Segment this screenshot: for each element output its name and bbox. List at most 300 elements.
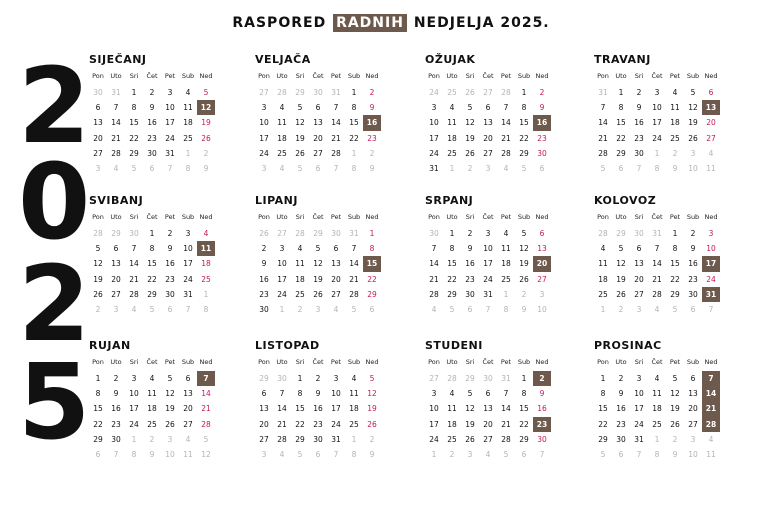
month-11 bbox=[425, 338, 585, 462]
day-cell: 22 bbox=[616, 133, 626, 143]
day-cell: 19 bbox=[201, 118, 211, 128]
day-cell: 2 bbox=[113, 374, 119, 383]
adjacent-month-day: 25 bbox=[447, 88, 457, 97]
adjacent-month-day: 6 bbox=[369, 304, 375, 314]
adjacent-month-day: 31 bbox=[331, 88, 341, 97]
day-cell: 27 bbox=[183, 419, 193, 429]
day-cell: 24 bbox=[183, 274, 193, 284]
adjacent-month-day: 2 bbox=[95, 304, 101, 314]
day-cell: 8 bbox=[297, 389, 303, 399]
day-cell: 12 bbox=[165, 389, 175, 399]
adjacent-month-day: 5 bbox=[521, 163, 527, 173]
weekday-label: Sri bbox=[129, 72, 139, 80]
day-cell: 14 bbox=[129, 259, 139, 269]
adjacent-month-day: 27 bbox=[483, 88, 493, 97]
day-cell: 22 bbox=[598, 419, 608, 429]
weekday-label: Čet bbox=[312, 213, 324, 221]
day-cell: 30 bbox=[111, 434, 121, 444]
adjacent-month-day: 27 bbox=[429, 374, 439, 383]
working-sunday-cell: 15 bbox=[363, 256, 381, 271]
weekday-label: Pet bbox=[500, 72, 512, 80]
weekday-label: Uto bbox=[446, 72, 458, 80]
day-cell: 6 bbox=[485, 103, 491, 113]
day-cell: 11 bbox=[277, 118, 287, 128]
day-cell: 5 bbox=[369, 374, 375, 383]
month-name: TRAVANJ bbox=[594, 53, 651, 66]
working-sunday-cell: 16 bbox=[363, 115, 381, 130]
adjacent-month-day: 1 bbox=[449, 163, 455, 173]
day-cell: 21 bbox=[331, 133, 341, 143]
weekday-label: Ned bbox=[199, 72, 213, 80]
adjacent-month-day: 30 bbox=[93, 88, 103, 97]
day-cell: 3 bbox=[279, 244, 285, 254]
day-cell: 16 bbox=[616, 404, 626, 414]
day-cell: 10 bbox=[165, 103, 175, 113]
adjacent-month-day: 26 bbox=[259, 229, 269, 238]
day-cell: 25 bbox=[147, 419, 157, 429]
adjacent-month-day: 2 bbox=[297, 304, 303, 314]
day-cell: 26 bbox=[93, 289, 103, 299]
day-grid bbox=[594, 371, 754, 462]
weekday-label: Čet bbox=[482, 72, 494, 80]
day-cell: 8 bbox=[600, 389, 606, 399]
day-cell: 17 bbox=[429, 419, 439, 429]
weekday-label: Sri bbox=[295, 213, 305, 221]
month-1 bbox=[89, 52, 249, 176]
weekday-header bbox=[594, 211, 754, 223]
weekday-label: Pet bbox=[164, 358, 176, 366]
day-cell: 20 bbox=[688, 404, 698, 414]
day-cell: 4 bbox=[600, 244, 606, 254]
day-cell: 16 bbox=[465, 259, 475, 269]
day-cell: 5 bbox=[690, 88, 696, 97]
day-cell: 28 bbox=[277, 434, 287, 444]
adjacent-month-day: 7 bbox=[333, 449, 339, 459]
day-cell: 28 bbox=[201, 419, 211, 429]
weekday-label: Uto bbox=[276, 72, 288, 80]
day-cell: 25 bbox=[447, 434, 457, 444]
day-cell: 29 bbox=[93, 434, 103, 444]
month-name: SRPANJ bbox=[425, 194, 474, 207]
adjacent-month-day: 26 bbox=[465, 88, 475, 97]
month-name: VELJAČA bbox=[255, 53, 311, 66]
day-cell: 26 bbox=[616, 289, 626, 299]
day-cell: 3 bbox=[636, 374, 642, 383]
day-cell: 13 bbox=[183, 389, 193, 399]
adjacent-month-day: 5 bbox=[149, 304, 155, 314]
day-cell: 15 bbox=[93, 404, 103, 414]
day-cell: 17 bbox=[652, 118, 662, 128]
working-sunday-cell: 12 bbox=[197, 100, 215, 115]
day-cell: 22 bbox=[129, 133, 139, 143]
adjacent-month-day: 30 bbox=[483, 374, 493, 383]
weekday-header bbox=[255, 70, 415, 82]
weekday-label: Ned bbox=[535, 213, 549, 221]
day-cell: 20 bbox=[259, 419, 269, 429]
day-cell: 3 bbox=[485, 229, 491, 238]
day-cell: 15 bbox=[616, 118, 626, 128]
adjacent-month-day: 4 bbox=[279, 449, 285, 459]
adjacent-month-day: 1 bbox=[351, 148, 357, 158]
adjacent-month-day: 7 bbox=[167, 163, 173, 173]
adjacent-month-day: 7 bbox=[185, 304, 191, 314]
day-cell: 2 bbox=[618, 374, 624, 383]
adjacent-month-day: 3 bbox=[167, 434, 173, 444]
day-cell: 29 bbox=[129, 148, 139, 158]
adjacent-month-day: 28 bbox=[501, 88, 511, 97]
adjacent-month-day: 5 bbox=[600, 163, 606, 173]
day-cell: 21 bbox=[501, 419, 511, 429]
adjacent-month-day: 5 bbox=[297, 163, 303, 173]
adjacent-month-day: 9 bbox=[672, 449, 678, 459]
adjacent-month-day: 29 bbox=[111, 229, 121, 238]
weekday-label: Sub bbox=[347, 72, 361, 80]
weekday-label: Uto bbox=[615, 358, 627, 366]
day-cell: 2 bbox=[167, 229, 173, 238]
day-cell: 23 bbox=[111, 419, 121, 429]
day-cell: 16 bbox=[147, 118, 157, 128]
weekday-header bbox=[89, 70, 249, 82]
day-cell: 26 bbox=[688, 133, 698, 143]
day-cell: 20 bbox=[706, 118, 716, 128]
day-cell: 24 bbox=[429, 434, 439, 444]
day-cell: 23 bbox=[537, 133, 547, 143]
adjacent-month-day: 6 bbox=[521, 449, 527, 459]
adjacent-month-day: 4 bbox=[279, 163, 285, 173]
day-cell: 5 bbox=[521, 229, 527, 238]
day-cell: 5 bbox=[672, 374, 678, 383]
day-cell: 3 bbox=[333, 374, 339, 383]
day-cell: 27 bbox=[111, 289, 121, 299]
day-cell: 1 bbox=[672, 229, 678, 238]
day-cell: 13 bbox=[331, 259, 341, 269]
day-cell: 19 bbox=[93, 274, 103, 284]
adjacent-month-day: 31 bbox=[501, 374, 511, 383]
day-cell: 20 bbox=[483, 133, 493, 143]
adjacent-month-day: 9 bbox=[203, 163, 209, 173]
weekday-label: Pet bbox=[669, 213, 681, 221]
day-cell: 27 bbox=[483, 434, 493, 444]
weekday-label: Uto bbox=[276, 213, 288, 221]
month-2 bbox=[255, 52, 415, 176]
day-cell: 25 bbox=[277, 148, 287, 158]
day-cell: 29 bbox=[519, 148, 529, 158]
day-cell: 11 bbox=[349, 389, 359, 399]
adjacent-month-day: 30 bbox=[429, 229, 439, 238]
day-cell: 4 bbox=[185, 88, 191, 97]
adjacent-month-day: 7 bbox=[636, 449, 642, 459]
adjacent-month-day: 9 bbox=[149, 449, 155, 459]
day-cell: 10 bbox=[429, 118, 439, 128]
weekday-label: Ned bbox=[704, 72, 718, 80]
day-cell: 26 bbox=[313, 289, 323, 299]
weekday-label: Pet bbox=[500, 213, 512, 221]
day-cell: 25 bbox=[183, 133, 193, 143]
day-cell: 14 bbox=[501, 404, 511, 414]
day-cell: 7 bbox=[279, 389, 285, 399]
day-cell: 11 bbox=[447, 404, 457, 414]
adjacent-month-day: 1 bbox=[203, 289, 209, 299]
adjacent-month-day: 7 bbox=[708, 304, 714, 314]
day-cell: 14 bbox=[429, 259, 439, 269]
adjacent-month-day: 1 bbox=[654, 148, 660, 158]
weekday-label: Pon bbox=[597, 358, 609, 366]
day-cell: 30 bbox=[147, 148, 157, 158]
day-cell: 10 bbox=[331, 389, 341, 399]
day-cell: 15 bbox=[129, 118, 139, 128]
day-cell: 18 bbox=[201, 259, 211, 269]
day-cell: 24 bbox=[483, 274, 493, 284]
weekday-label: Ned bbox=[365, 213, 379, 221]
day-cell: 18 bbox=[598, 274, 608, 284]
weekday-header bbox=[425, 70, 585, 82]
day-cell: 21 bbox=[111, 133, 121, 143]
day-cell: 23 bbox=[367, 133, 377, 143]
adjacent-month-day: 8 bbox=[654, 449, 660, 459]
adjacent-month-day: 1 bbox=[431, 449, 437, 459]
day-cell: 3 bbox=[431, 389, 437, 399]
adjacent-month-day: 6 bbox=[618, 449, 624, 459]
weekday-label: Uto bbox=[110, 358, 122, 366]
adjacent-month-day: 5 bbox=[131, 163, 137, 173]
day-grid bbox=[89, 371, 249, 462]
day-cell: 27 bbox=[483, 148, 493, 158]
day-cell: 28 bbox=[129, 289, 139, 299]
day-cell: 14 bbox=[652, 259, 662, 269]
adjacent-month-day: 3 bbox=[690, 148, 696, 158]
weekday-label: Pon bbox=[92, 358, 104, 366]
adjacent-month-day: 9 bbox=[521, 304, 527, 314]
day-cell: 21 bbox=[501, 133, 511, 143]
adjacent-month-day: 24 bbox=[429, 88, 439, 97]
day-cell: 10 bbox=[706, 244, 716, 254]
weekday-label: Sub bbox=[181, 72, 195, 80]
day-cell: 2 bbox=[149, 88, 155, 97]
day-cell: 8 bbox=[369, 244, 375, 254]
day-cell: 28 bbox=[652, 289, 662, 299]
month-name: SIJEČANJ bbox=[89, 53, 147, 66]
day-cell: 20 bbox=[331, 274, 341, 284]
month-4 bbox=[594, 52, 754, 176]
day-cell: 27 bbox=[93, 148, 103, 158]
day-cell: 2 bbox=[636, 88, 642, 97]
day-cell: 28 bbox=[331, 148, 341, 158]
adjacent-month-day: 3 bbox=[690, 434, 696, 444]
day-cell: 16 bbox=[537, 404, 547, 414]
adjacent-month-day: 1 bbox=[351, 434, 357, 444]
day-cell: 30 bbox=[165, 289, 175, 299]
day-cell: 13 bbox=[483, 404, 493, 414]
day-cell: 2 bbox=[690, 229, 696, 238]
weekday-label: Pon bbox=[258, 358, 270, 366]
adjacent-month-day: 5 bbox=[297, 449, 303, 459]
day-cell: 19 bbox=[670, 404, 680, 414]
day-cell: 25 bbox=[349, 419, 359, 429]
weekday-label: Uto bbox=[110, 213, 122, 221]
day-cell: 24 bbox=[634, 419, 644, 429]
day-cell: 5 bbox=[167, 374, 173, 383]
day-cell: 4 bbox=[449, 103, 455, 113]
month-name: LISTOPAD bbox=[255, 339, 320, 352]
day-cell: 24 bbox=[429, 148, 439, 158]
day-cell: 3 bbox=[185, 229, 191, 238]
day-cell: 28 bbox=[598, 148, 608, 158]
day-cell: 31 bbox=[429, 163, 439, 173]
adjacent-month-day: 2 bbox=[521, 289, 527, 299]
day-cell: 12 bbox=[616, 259, 626, 269]
day-cell: 17 bbox=[129, 404, 139, 414]
day-cell: 28 bbox=[429, 289, 439, 299]
day-cell: 1 bbox=[131, 88, 137, 97]
day-cell: 26 bbox=[670, 419, 680, 429]
day-cell: 10 bbox=[652, 103, 662, 113]
adjacent-month-day: 6 bbox=[315, 449, 321, 459]
adjacent-month-day: 5 bbox=[203, 434, 209, 444]
adjacent-month-day: 31 bbox=[652, 229, 662, 238]
day-cell: 5 bbox=[618, 244, 624, 254]
adjacent-month-day: 3 bbox=[315, 304, 321, 314]
day-cell: 17 bbox=[183, 259, 193, 269]
month-9 bbox=[89, 338, 249, 462]
day-cell: 11 bbox=[295, 259, 305, 269]
day-cell: 21 bbox=[429, 274, 439, 284]
day-grid bbox=[255, 226, 415, 317]
day-cell: 17 bbox=[331, 404, 341, 414]
day-cell: 23 bbox=[165, 274, 175, 284]
day-cell: 9 bbox=[369, 103, 375, 113]
day-cell: 26 bbox=[465, 434, 475, 444]
day-cell: 27 bbox=[537, 274, 547, 284]
adjacent-month-day: 8 bbox=[351, 163, 357, 173]
day-cell: 27 bbox=[706, 133, 716, 143]
day-cell: 10 bbox=[129, 389, 139, 399]
day-cell: 23 bbox=[313, 419, 323, 429]
day-cell: 27 bbox=[259, 434, 269, 444]
day-cell: 12 bbox=[519, 244, 529, 254]
day-cell: 31 bbox=[483, 289, 493, 299]
day-cell: 30 bbox=[537, 148, 547, 158]
adjacent-month-day: 4 bbox=[431, 304, 437, 314]
day-cell: 27 bbox=[634, 289, 644, 299]
day-cell: 20 bbox=[111, 274, 121, 284]
month-name: STUDENI bbox=[425, 339, 483, 352]
day-cell: 3 bbox=[431, 103, 437, 113]
day-cell: 30 bbox=[465, 289, 475, 299]
day-cell: 10 bbox=[634, 389, 644, 399]
weekday-label: Sub bbox=[517, 213, 531, 221]
day-cell: 22 bbox=[519, 133, 529, 143]
day-cell: 14 bbox=[111, 118, 121, 128]
adjacent-month-day: 6 bbox=[690, 304, 696, 314]
weekday-label: Sub bbox=[686, 213, 700, 221]
adjacent-month-day: 5 bbox=[351, 304, 357, 314]
day-cell: 19 bbox=[165, 404, 175, 414]
day-cell: 26 bbox=[295, 148, 305, 158]
day-cell: 22 bbox=[295, 419, 305, 429]
working-sunday-cell: 11 bbox=[197, 241, 215, 256]
adjacent-month-day: 2 bbox=[618, 304, 624, 314]
adjacent-month-day: 11 bbox=[706, 163, 716, 173]
adjacent-month-day: 4 bbox=[485, 449, 491, 459]
day-cell: 1 bbox=[600, 374, 606, 383]
day-cell: 12 bbox=[313, 259, 323, 269]
day-cell: 14 bbox=[201, 389, 211, 399]
weekday-label: Uto bbox=[276, 358, 288, 366]
day-grid bbox=[594, 226, 754, 317]
weekday-label: Čet bbox=[651, 72, 663, 80]
weekday-header bbox=[425, 356, 585, 368]
adjacent-month-day: 30 bbox=[313, 88, 323, 97]
weekday-label: Pon bbox=[92, 72, 104, 80]
adjacent-month-day: 29 bbox=[259, 374, 269, 383]
weekday-label: Sri bbox=[634, 358, 644, 366]
adjacent-month-day: 10 bbox=[165, 449, 175, 459]
day-cell: 23 bbox=[465, 274, 475, 284]
day-cell: 11 bbox=[183, 103, 193, 113]
day-cell: 31 bbox=[331, 434, 341, 444]
year-digit-2: 0 bbox=[18, 141, 91, 263]
day-cell: 29 bbox=[367, 289, 377, 299]
weekday-label: Sri bbox=[634, 213, 644, 221]
day-cell: 12 bbox=[465, 404, 475, 414]
year-digit-4: 5 bbox=[18, 341, 91, 463]
working-sunday-cell: 21 bbox=[702, 401, 720, 416]
adjacent-month-day: 28 bbox=[277, 88, 287, 97]
day-cell: 7 bbox=[503, 389, 509, 399]
day-cell: 17 bbox=[483, 259, 493, 269]
adjacent-month-day: 4 bbox=[708, 148, 714, 158]
adjacent-month-day: 6 bbox=[467, 304, 473, 314]
weekday-label: Pet bbox=[669, 358, 681, 366]
day-cell: 12 bbox=[465, 118, 475, 128]
day-cell: 16 bbox=[111, 404, 121, 414]
day-cell: 4 bbox=[203, 229, 209, 238]
day-cell: 29 bbox=[147, 289, 157, 299]
day-cell: 2 bbox=[369, 88, 375, 97]
day-cell: 19 bbox=[616, 274, 626, 284]
day-cell: 24 bbox=[259, 148, 269, 158]
day-cell: 11 bbox=[598, 259, 608, 269]
day-cell: 8 bbox=[618, 103, 624, 113]
weekday-label: Ned bbox=[535, 72, 549, 80]
day-cell: 10 bbox=[259, 118, 269, 128]
day-cell: 9 bbox=[261, 259, 267, 269]
adjacent-month-day: 3 bbox=[261, 163, 267, 173]
day-cell: 13 bbox=[537, 244, 547, 254]
day-cell: 24 bbox=[165, 133, 175, 143]
weekday-label: Čet bbox=[312, 72, 324, 80]
adjacent-month-day: 5 bbox=[600, 449, 606, 459]
weekday-label: Pon bbox=[597, 72, 609, 80]
adjacent-month-day: 8 bbox=[503, 304, 509, 314]
weekday-label: Sub bbox=[347, 358, 361, 366]
day-cell: 16 bbox=[313, 404, 323, 414]
day-cell: 23 bbox=[259, 289, 269, 299]
day-cell: 5 bbox=[315, 244, 321, 254]
adjacent-month-day: 9 bbox=[369, 163, 375, 173]
adjacent-month-day: 6 bbox=[315, 163, 321, 173]
day-cell: 15 bbox=[447, 259, 457, 269]
day-grid bbox=[425, 226, 585, 317]
day-cell: 14 bbox=[349, 259, 359, 269]
day-cell: 19 bbox=[367, 404, 377, 414]
day-cell: 13 bbox=[483, 118, 493, 128]
adjacent-month-day: 2 bbox=[203, 148, 209, 158]
day-cell: 3 bbox=[708, 229, 714, 238]
adjacent-month-day: 5 bbox=[449, 304, 455, 314]
day-cell: 5 bbox=[95, 244, 101, 254]
weekday-header bbox=[89, 356, 249, 368]
